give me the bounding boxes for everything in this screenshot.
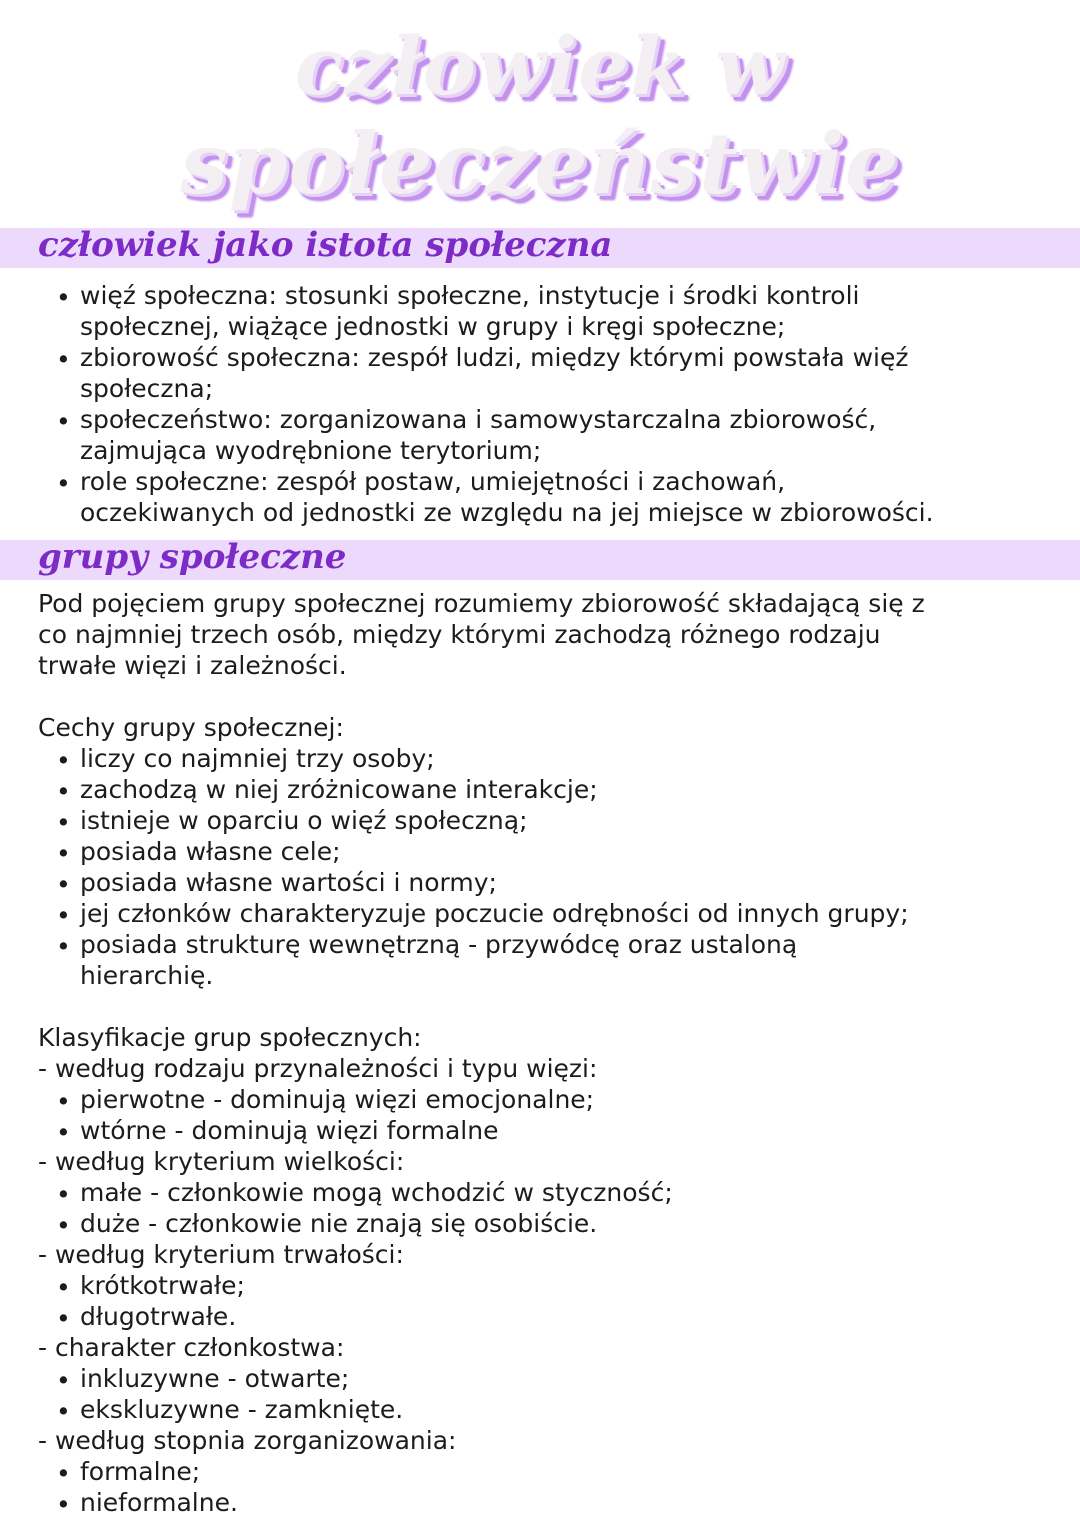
bullet-icon: • <box>56 1490 71 1519</box>
text-line: zajmująca wyodrębnione terytorium; <box>80 436 542 465</box>
text-line: więź społeczna: stosunki społeczne, instytucje i środki kontroli <box>80 281 860 310</box>
classification-title: Klasyfikacje grup społecznych: <box>38 1023 422 1052</box>
feature-item: posiada własne cele; <box>80 837 341 866</box>
classification-item: małe - członkowie mogą wchodzić w styczność; <box>80 1178 673 1207</box>
text-line: społecznej, wiążące jednostki w grupy i kręgi społeczne; <box>80 312 786 341</box>
bullet-icon: • <box>56 901 71 930</box>
bullet-icon: • <box>56 1304 71 1333</box>
bullet-icon: • <box>56 746 71 775</box>
classification-item: formalne; <box>80 1457 201 1486</box>
bullet-icon: • <box>56 1211 71 1240</box>
intro-line: co najmniej trzech osób, między którymi zachodzą różnego rodzaju <box>38 620 881 649</box>
bullet-icon: • <box>56 1397 71 1426</box>
bullet-icon: • <box>56 1180 71 1209</box>
classification-label: - według stopnia zorganizowania: <box>38 1426 457 1455</box>
page-title-line-1: człowiek w <box>294 19 786 113</box>
classification-item: duże - członkowie nie znają się osobiście. <box>80 1209 598 1238</box>
classification-item: wtórne - dominują więzi formalne <box>80 1116 499 1145</box>
bullet-icon: • <box>56 870 71 899</box>
text-line: społeczna; <box>80 374 214 403</box>
text-line: społeczeństwo: zorganizowana i samowystarczalna zbiorowość, <box>80 405 877 434</box>
feature-item: liczy co najmniej trzy osoby; <box>80 744 435 773</box>
text-line: role społeczne: zespół postaw, umiejętności i zachowań, <box>80 467 786 496</box>
bullet-icon: • <box>56 932 71 961</box>
classification-item: długotrwałe. <box>80 1302 237 1331</box>
bullet-icon: • <box>56 777 71 806</box>
page-title-line-2: społeczeństwie <box>180 114 900 213</box>
classification-item: krótkotrwałe; <box>80 1271 245 1300</box>
classification-label: - według rodzaju przynależności i typu więzi: <box>38 1054 598 1083</box>
bullet-icon: • <box>56 808 71 837</box>
feature-item: posiada strukturę wewnętrzną - przywódcę oraz ustaloną <box>80 930 798 959</box>
feature-item: jej członków charakteryzuje poczucie odrębności od innych grupy; <box>80 899 909 928</box>
feature-item-continuation: hierarchię. <box>80 961 214 990</box>
classification-item: inkluzywne - otwarte; <box>80 1364 350 1393</box>
bullet-icon: • <box>56 469 71 498</box>
feature-item: posiada własne wartości i normy; <box>80 868 497 897</box>
classification-item: ekskluzywne - zamknięte. <box>80 1395 404 1424</box>
bullet-icon: • <box>56 345 71 374</box>
section-heading-istota-spoleczna: człowiek jako istota społeczna <box>38 225 613 265</box>
bullet-icon: • <box>56 283 71 312</box>
feature-item: zachodzą w niej zróżnicowane interakcje; <box>80 775 598 804</box>
bullet-icon: • <box>56 1459 71 1488</box>
classification-item: pierwotne - dominują więzi emocjonalne; <box>80 1085 595 1114</box>
classification-item: nieformalne. <box>80 1488 238 1517</box>
text-line: zbiorowość społeczna: zespół ludzi, między którymi powstała więź <box>80 343 909 372</box>
bullet-icon: • <box>56 1087 71 1116</box>
intro-line: trwałe więzi i zależności. <box>38 651 347 680</box>
features-title: Cechy grupy społecznej: <box>38 713 344 742</box>
feature-item: istnieje w oparciu o więź społeczną; <box>80 806 528 835</box>
classification-label: - według kryterium wielkości: <box>38 1147 405 1176</box>
bullet-icon: • <box>56 1273 71 1302</box>
bullet-icon: • <box>56 839 71 868</box>
bullet-icon: • <box>56 1366 71 1395</box>
bullet-icon: • <box>56 1118 71 1147</box>
classification-label: - według kryterium trwałości: <box>38 1240 404 1269</box>
bullet-icon: • <box>56 407 71 436</box>
section-heading-grupy-spoleczne: grupy społeczne <box>38 537 347 577</box>
text-line: oczekiwanych od jednostki ze względu na jej miejsce w zbiorowości. <box>80 498 934 527</box>
classification-label: - charakter członkostwa: <box>38 1333 345 1362</box>
intro-line: Pod pojęciem grupy społecznej rozumiemy zbiorowość składającą się z <box>38 589 925 618</box>
